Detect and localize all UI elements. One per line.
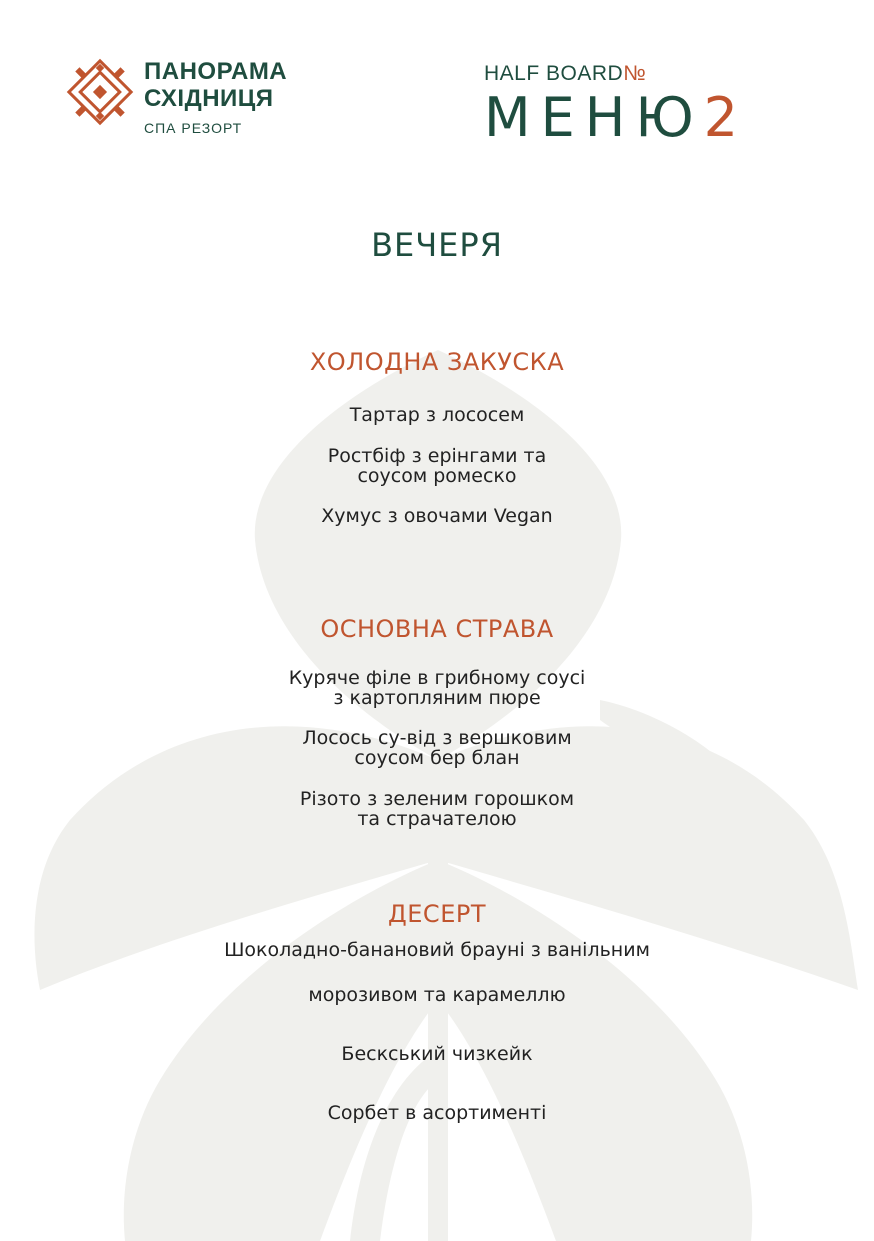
menu-item <box>0 1103 874 1123</box>
menu-item-line: морозивом та карамеллю <box>308 984 566 1006</box>
menu-item-line: Лосось су-від з вершковим <box>302 727 572 749</box>
menu-item-line: Шоколадно-банановий брауні з ванільним <box>224 939 650 961</box>
menu-item-line: з картопляним пюре <box>333 687 541 709</box>
menu-item <box>0 506 874 526</box>
brand-subtitle: СПА РЕЗОРТ <box>144 120 243 136</box>
section-title-dessert: ДЕСЕРТ <box>388 900 486 928</box>
menu-item <box>0 446 874 486</box>
menu-item-line: Куряче філе в грибному соусі <box>288 667 586 689</box>
menu-item <box>0 940 874 960</box>
menu-item <box>0 789 874 829</box>
menu-item-line: Різото з зеленим горошком <box>299 788 575 810</box>
brand-line-2: СХІДНИЦЯ <box>144 85 274 112</box>
board-number-symbol: № <box>623 62 647 85</box>
menu-title <box>484 86 738 150</box>
meal-title: ВЕЧЕРЯ <box>371 226 503 264</box>
menu-item-line: Сорбет в асортименті <box>327 1102 547 1124</box>
brand-line-1: ПАНОРАМА <box>144 58 288 85</box>
section-title-cold-appetizer: ХОЛОДНА ЗАКУСКА <box>309 348 565 376</box>
menu-item-line: соусом ромеско <box>357 465 517 487</box>
menu-item-line: Бескський чизкейк <box>341 1043 533 1065</box>
board-label <box>484 62 646 86</box>
menu-title-word: МЕНЮ <box>484 86 704 149</box>
ornament-logo-icon <box>66 58 134 126</box>
menu-item-line: та страчателою <box>357 808 517 830</box>
menu-item <box>0 405 874 425</box>
menu-item <box>0 728 874 768</box>
menu-item <box>0 1044 874 1064</box>
menu-item-line: Ростбіф з ерінгами та <box>327 445 547 467</box>
section-title-main-course: ОСНОВНА СТРАВА <box>320 615 554 643</box>
menu-item-line: Хумус з овочами Vegan <box>321 505 553 527</box>
brand-name <box>144 60 287 135</box>
menu-item-line: соусом бер блан <box>354 747 520 769</box>
menu-item-line: Тартар з лососем <box>349 404 525 426</box>
board-label-text: HALF BOARD <box>484 62 624 85</box>
menu-title-number: 2 <box>703 86 738 149</box>
menu-item <box>0 985 874 1005</box>
menu-item <box>0 668 874 708</box>
